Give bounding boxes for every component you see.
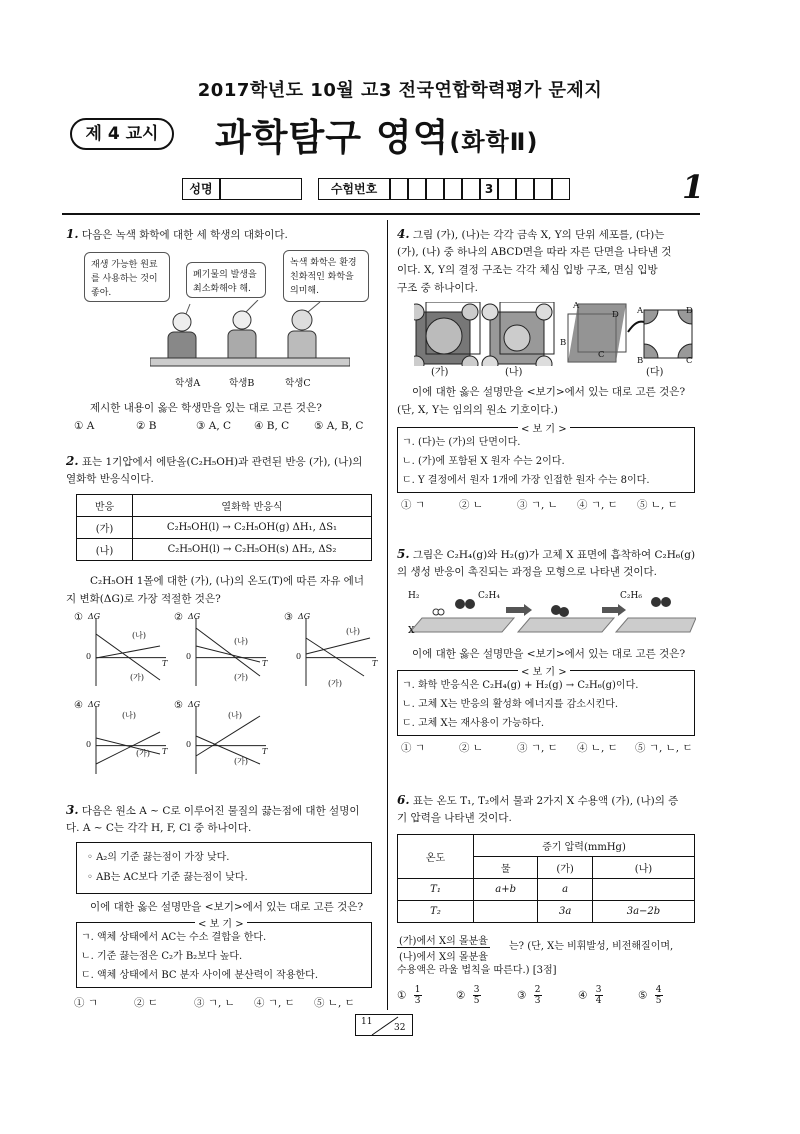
- q1-choice-4[interactable]: ④ B, C: [254, 420, 290, 432]
- q6-stem-1: 6. 표는 온도 T₁, T₂에서 물과 2가지 X 수용액 (가), (나)의 증: [397, 793, 679, 807]
- q6-choice-2[interactable]: ② $\frac{3}{5}$: [456, 985, 480, 1006]
- q2-stem-2: 열화학 반응식이다.: [66, 473, 154, 485]
- t-label: T: [162, 658, 168, 668]
- q4-stem-3: 이다. X, Y의 결정 구조는 각각 체심 입방 구조, 면심 입방: [397, 264, 658, 276]
- q4-question-2: (단, X, Y는 임의의 원소 기호이다.): [397, 404, 558, 416]
- plane-label-c: C: [598, 350, 605, 360]
- q2-question-2: 지 변화(ΔG)로 가장 적절한 것은?: [66, 593, 221, 605]
- na-label: (나): [122, 711, 136, 720]
- na-label: (나): [234, 637, 248, 646]
- q5-item-2: ㄴ. 고체 X는 반응의 활성화 에너지를 감소시킨다.: [402, 699, 619, 710]
- student-c-label: 학생C: [285, 378, 311, 389]
- q5-item-1: ㄱ. 화학 반응식은 C₂H₄(g) + H₂(g) → C₂H₆(g)이다.: [402, 680, 639, 691]
- q3-fact-1: ◦ A₂의 기준 끓는점이 가장 낮다.: [87, 852, 230, 863]
- q6-th-b: (나): [592, 857, 694, 879]
- q6-t2: T₂: [398, 901, 474, 923]
- q4-choice-1[interactable]: ① ㄱ: [401, 499, 425, 511]
- q5-question: 이에 대한 옳은 설명만을 <보기>에서 있는 대로 고른 것은?: [412, 648, 686, 660]
- q5-choice-5[interactable]: ⑤ ㄱ, ㄴ, ㄷ: [635, 742, 693, 754]
- q1-choice-3[interactable]: ③ A, C: [196, 420, 232, 432]
- zero-label: 0: [186, 651, 192, 661]
- q6-question-tail: 는? (단, X는 비휘발성, 비전해질이며,: [509, 941, 674, 952]
- t-label: T: [262, 746, 268, 756]
- q4-unit-cells: [414, 302, 696, 366]
- plane-label-d: D: [612, 310, 619, 320]
- q3-choice-1[interactable]: ① ㄱ: [74, 997, 98, 1009]
- q3-choice-3[interactable]: ③ ㄱ, ㄴ: [194, 997, 235, 1009]
- header-rule: [62, 213, 700, 215]
- bubble-a: 재생 가능한 원료를 사용하는 것이 좋아.: [84, 252, 170, 302]
- q2-stem-1: 2. 표는 1기압에서 에탄올(C₂H₅OH)과 관련된 반응 (가), (나)의: [66, 454, 363, 468]
- q5-bogi-box: [397, 667, 695, 736]
- q4-bogi-title: < 보 기 >: [518, 420, 570, 435]
- column-divider: [387, 220, 388, 1010]
- dg-label: ΔG: [188, 700, 201, 709]
- bubble-c: 녹색 화학은 환경 친화적인 화학을 의미해.: [283, 250, 369, 302]
- exam-no-label: 수험번호: [318, 178, 390, 200]
- page-current: 11: [361, 1017, 373, 1027]
- ga-label: (가): [234, 673, 248, 682]
- q6-th-a: (가): [538, 857, 593, 879]
- q5-choice-4[interactable]: ④ ㄴ, ㄷ: [577, 742, 618, 754]
- q2-eq2: C₂H₅OH(l) → C₂H₅OH(s) ΔH₂, ΔS₂: [133, 539, 372, 561]
- dg-label: ΔG: [88, 700, 101, 709]
- q6-choice-4[interactable]: ④ $\frac{3}{4}$: [578, 985, 602, 1006]
- q2-question-1: C₂H₅OH 1몰에 대한 (가), (나)의 온도(T)에 따른 자유 에너: [90, 575, 364, 587]
- ga-label: (가): [234, 757, 248, 766]
- q3-bogi-title: < 보 기 >: [195, 915, 247, 930]
- student-b-label: 학생B: [229, 378, 255, 389]
- fig-label-ga: (가): [431, 367, 449, 378]
- q3-bogi-box: [76, 919, 372, 988]
- q6-t2-b: 3a−2b: [592, 901, 694, 923]
- q2-graph-3[interactable]: [284, 614, 380, 694]
- q4-choice-5[interactable]: ⑤ ㄴ, ㄷ: [637, 499, 678, 511]
- q3-choice-5[interactable]: ⑤ ㄴ, ㄷ: [314, 997, 355, 1009]
- cross-section-da: [644, 310, 692, 358]
- q2-graph-5[interactable]: [174, 702, 270, 782]
- section-label-b: B: [637, 356, 644, 366]
- unit-cell-ga: [414, 302, 480, 366]
- section-label-a: A: [637, 306, 644, 316]
- exam-no-digit: 3: [480, 178, 498, 200]
- q2-r1: (가): [77, 517, 133, 539]
- q5-c2h6-label: C₂H₆: [620, 591, 642, 601]
- q4-choice-4[interactable]: ④ ㄱ, ㄷ: [577, 499, 618, 511]
- plane-label-a: A: [573, 301, 580, 311]
- q6-t1-b: [592, 879, 694, 901]
- q6-th-water: 물: [474, 857, 538, 879]
- zero-label: 0: [86, 651, 92, 661]
- q1-stem: 1. 다음은 녹색 화학에 대한 세 학생의 대화이다.: [66, 227, 288, 241]
- session-badge: 제 4 교시: [70, 118, 174, 150]
- subject-main: 과학탐구 영역: [215, 116, 450, 159]
- page-counter: [355, 1014, 413, 1036]
- t-label: T: [372, 658, 378, 668]
- q6-choice-1[interactable]: ① $\frac{1}{3}$: [397, 985, 421, 1006]
- ga-label: (가): [328, 679, 342, 688]
- q6-question-2: 수용액은 라울 법칙을 따른다.) [3점]: [397, 965, 557, 976]
- section-label-d: D: [686, 306, 693, 316]
- q2-choice-mark: ①: [74, 612, 83, 623]
- q2-graph-1[interactable]: [74, 614, 170, 694]
- q4-item-1: ㄱ. (다)는 (가)의 단면이다.: [402, 437, 521, 448]
- surface-2: [518, 618, 614, 632]
- zero-label: 0: [186, 739, 192, 749]
- q3-item-2: ㄴ. 기준 끓는점은 C₂가 B₂보다 높다.: [81, 951, 243, 962]
- zero-label: 0: [296, 651, 302, 661]
- ga-label: (가): [130, 673, 144, 682]
- q4-item-3: ㄷ. Y 결정에서 원자 1개에 가장 인접한 원자 수는 8이다.: [402, 475, 650, 486]
- fig-label-da: (다): [646, 367, 664, 378]
- q6-t1: T₁: [398, 879, 474, 901]
- students-illustration: [150, 300, 350, 380]
- na-label: (나): [132, 631, 146, 640]
- plane-label-b: B: [560, 338, 567, 348]
- q3-item-1: ㄱ. 액체 상태에서 AC는 수소 결합을 한다.: [81, 932, 267, 943]
- name-field: [220, 178, 302, 200]
- q2-th-equation: 열화학 반응식: [133, 495, 372, 517]
- q4-item-2: ㄴ. (가)에 포함된 X 원자 수는 2이다.: [402, 456, 565, 467]
- ga-label: (가): [136, 749, 150, 758]
- q4-choice-2[interactable]: ② ㄴ: [459, 499, 483, 511]
- q3-choice-4[interactable]: ④ ㄱ, ㄷ: [254, 997, 295, 1009]
- q3-facts-box: [76, 842, 372, 894]
- q6-choice-5[interactable]: ⑤ $\frac{4}{5}$: [638, 985, 662, 1006]
- q2-table: [76, 494, 372, 561]
- q2-th-reaction: 반응: [77, 495, 133, 517]
- q2-graph-4[interactable]: [74, 702, 170, 782]
- q4-stem-2: (가), (나) 중 하나의 ABCD면을 따라 자른 단면을 나타낸 것: [397, 246, 672, 258]
- name-label: 성명: [182, 178, 220, 200]
- info-row: [182, 178, 570, 200]
- dg-label: ΔG: [188, 612, 201, 621]
- na-label: (나): [346, 627, 360, 636]
- page-total: 32: [394, 1023, 406, 1033]
- q5-x-label: X: [408, 626, 415, 636]
- subject-title: [215, 107, 538, 161]
- q6-th-temp: 온도: [398, 835, 474, 879]
- q2-graph-2[interactable]: [174, 614, 270, 694]
- t-label: T: [262, 658, 268, 668]
- surface-3: [616, 618, 696, 632]
- q6-choice-3[interactable]: ③ $\frac{2}{3}$: [517, 985, 541, 1006]
- q2-choice-mark: ⑤: [174, 700, 183, 711]
- q5-h2-label: H₂: [408, 591, 420, 601]
- dg-label: ΔG: [88, 612, 101, 621]
- fig-label-na: (나): [505, 367, 523, 378]
- exam-title: 2017학년도 10월 고3 전국연합학력평가 문제지: [197, 80, 603, 101]
- q4-question-1: 이에 대한 옳은 설명만을 <보기>에서 있는 대로 고른 것은?: [412, 386, 686, 398]
- q3-choice-2[interactable]: ② ㄷ: [134, 997, 158, 1009]
- q5-stem-2: 의 생성 반응이 촉진되는 과정을 모형으로 나타낸 것이다.: [397, 566, 657, 578]
- q6-th-vp: 증기 압력(mmHg): [474, 835, 695, 857]
- q6-table: [397, 834, 695, 923]
- q6-fraction: [397, 932, 490, 963]
- q4-bogi-box: [397, 424, 695, 493]
- t-label: T: [162, 746, 168, 756]
- dg-label: ΔG: [298, 612, 311, 621]
- q2-choice-mark: ②: [174, 612, 183, 623]
- zero-label: 0: [86, 739, 92, 749]
- q6-t1-water: a+b: [474, 879, 538, 901]
- q1-choice-5[interactable]: ⑤ A, B, C: [314, 420, 364, 432]
- q1-question: 제시한 내용이 옳은 학생만을 있는 대로 고른 것은?: [90, 402, 322, 414]
- q6-t2-water: [474, 901, 538, 923]
- q1-choice-1[interactable]: ① A: [74, 420, 95, 432]
- q1-choice-2[interactable]: ② B: [136, 420, 157, 432]
- q5-c2h4-label: C₂H₄: [478, 591, 500, 601]
- q5-bogi-title: < 보 기 >: [518, 663, 570, 678]
- page-number: 1: [682, 168, 705, 206]
- q6-frac-den: (나)에서 X의 몰분율: [399, 952, 488, 963]
- q3-item-3: ㄷ. 액체 상태에서 BC 분자 사이에 분산력이 작용한다.: [81, 970, 318, 981]
- student-a-label: 학생A: [175, 378, 201, 389]
- q3-question: 이에 대한 옳은 설명만을 <보기>에서 있는 대로 고른 것은?: [90, 901, 364, 913]
- q2-eq1: C₂H₅OH(l) → C₂H₅OH(g) ΔH₁, ΔS₁: [133, 517, 372, 539]
- q5-choice-2[interactable]: ② ㄴ: [459, 742, 483, 754]
- q4-stem-4: 구조 중 하나이다.: [397, 282, 479, 294]
- q5-choice-3[interactable]: ③ ㄱ, ㄷ: [517, 742, 558, 754]
- surface-1: [410, 618, 514, 632]
- q6-t1-a: a: [538, 879, 593, 901]
- subject-sub: (화학Ⅱ): [449, 128, 539, 156]
- q3-stem-2: 다. A ~ C는 각각 H, F, Cl 중 하나이다.: [66, 822, 252, 834]
- q2-choice-mark: ④: [74, 700, 83, 711]
- q6-stem-2: 기 압력을 나타낸 것이다.: [397, 812, 512, 824]
- section-label-c: C: [686, 356, 693, 366]
- na-label: (나): [228, 711, 242, 720]
- q3-fact-2: ◦ AB는 AC보다 기준 끓는점이 낮다.: [87, 872, 248, 883]
- q2-choice-mark: ③: [284, 612, 293, 623]
- q5-surface-model: [406, 590, 696, 640]
- q5-item-3: ㄷ. 고체 X는 재사용이 가능하다.: [402, 718, 545, 729]
- q4-stem-1: 4. 그림 (가), (나)는 각각 금속 X, Y의 단위 세포를, (다)는: [397, 227, 665, 241]
- q2-r2: (나): [77, 539, 133, 561]
- q5-stem-1: 5. 그림은 C₂H₄(g)와 H₂(g)가 고체 X 표면에 흡착하여 C₂H₆(g): [397, 547, 696, 561]
- bubble-b: 폐기물의 발생을 최소화해야 해.: [186, 262, 266, 298]
- q5-choice-1[interactable]: ① ㄱ: [401, 742, 425, 754]
- q4-choice-3[interactable]: ③ ㄱ, ㄴ: [517, 499, 558, 511]
- q6-t2-a: 3a: [538, 901, 593, 923]
- q6-frac-num: (가)에서 X의 몰분율: [397, 932, 490, 948]
- unit-cell-na: [482, 302, 554, 366]
- q3-stem-1: 3. 다음은 원소 A ~ C로 이루어진 물질의 끓는점에 대한 설명이: [66, 803, 360, 817]
